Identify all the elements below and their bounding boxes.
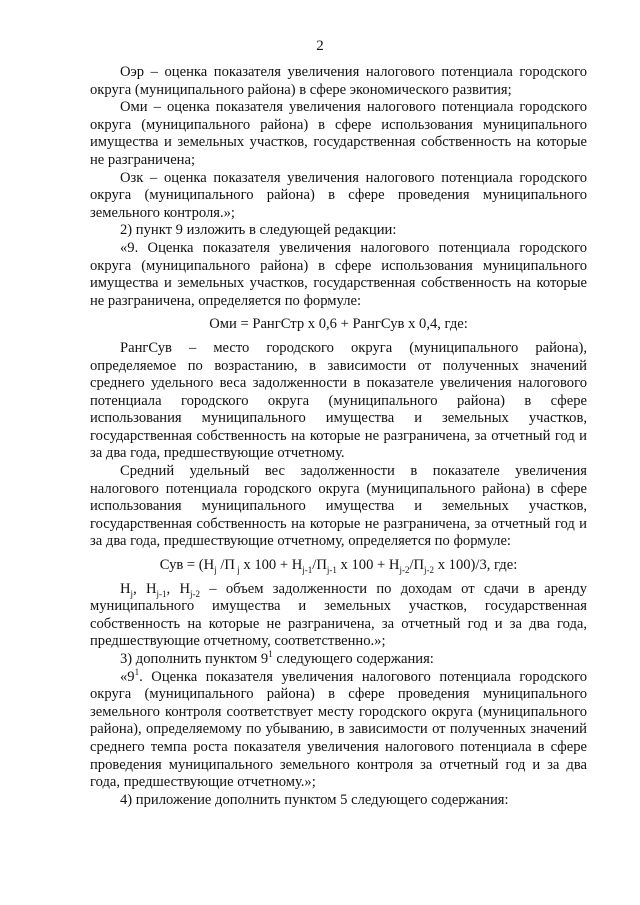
paragraph-debt-volume: $Н_j$, $Н_{j-1}$, $Н_{j-2}$ – объем задолженности по доходам от сдачи в аренду муниципального имущества и земельных участков, государственная собственность на которые не разграничена, за отчетный год и за два года, предшествующие отчетному, соответственно.»; (90, 580, 588, 650)
paragraph-item-2: 2) пункт 9 изложить в следующей редакции: (120, 222, 397, 239)
paragraph-oer: Оэр – оценка показателя увеличения налогового потенциала городского округа (муниципального района) в сфере экономического развития; (90, 64, 587, 98)
document-body (90, 64, 587, 809)
formula-omi: Оми = РангСтр х 0,6 + РангСув х 0,4, где: (209, 316, 468, 333)
paragraph-omi: Оми – оценка показателя увеличения налогового потенциала городского округа (муниципального района) в сфере использования муниципального имущества и земельных участков, государственная собственность на которые не разграничена; (90, 99, 587, 168)
paragraph-item-3: 3) дополнить пунктом $9^1$ следующего содержания: (120, 649, 434, 667)
paragraph-ozk: Озк – оценка показателя увеличения налогового потенциала городского округа (муниципального района) в сфере проведения муниципального земельного контроля.»; (90, 169, 587, 221)
formula-suv: Сув = ($Н_j$ /П $_j$ х $100 + Н_{j-1}/П_{j-1}$ х $100 + Н_{j-2}/П_{j-2}$ х 100)/3, где: (159, 557, 518, 575)
paragraph-rangsuv: РангСув – место городского округа (муниципального района), определяемое по возрастанию, в зависимости от полученных значений среднего удельного веса задолженности в показателе увеличения налогового потенциала городского округа (муниципального района) в сфере использования муниципального имущества и земельных участков, государственная собственность на которые не разграничена, за отчетный год и за два года, предшествующие отчетному. (90, 339, 587, 462)
page-number: 2 (316, 38, 324, 54)
paragraph-point-9-1: «$9^1$. Оценка показателя увеличения налогового потенциала городского округа (муниципального района) в сфере проведения муниципального земельного контроля соответствует месту городского округа (муниципального района), определяемому по убыванию, в зависимости от полученных значений среднего темпа роста показателя увеличения налогового потенциала в сфере проведения муниципального земельного контроля за отчетный год и за два года, предшествующие отчетному.»; (90, 666, 587, 791)
paragraph-point-9: «9. Оценка показателя увеличения налогового потенциала городского округа (муниципального района) в сфере использования муниципального имущества и земельных участков, государственная собственность на которые не разграничена, определяется по формуле: (90, 239, 587, 309)
paragraph-average-share: Средний удельный вес задолженности в показателе увеличения налогового потенциала городского округа (муниципального района) в сфере использования муниципального имущества и земельных участков, государственная собственность на которые не разграничена, за отчетный год и за два года, предшествующие отчетному, определяется по формуле: (90, 463, 587, 550)
paragraph-item-4: 4) приложение дополнить пунктом 5 следующего содержания: (120, 791, 509, 808)
